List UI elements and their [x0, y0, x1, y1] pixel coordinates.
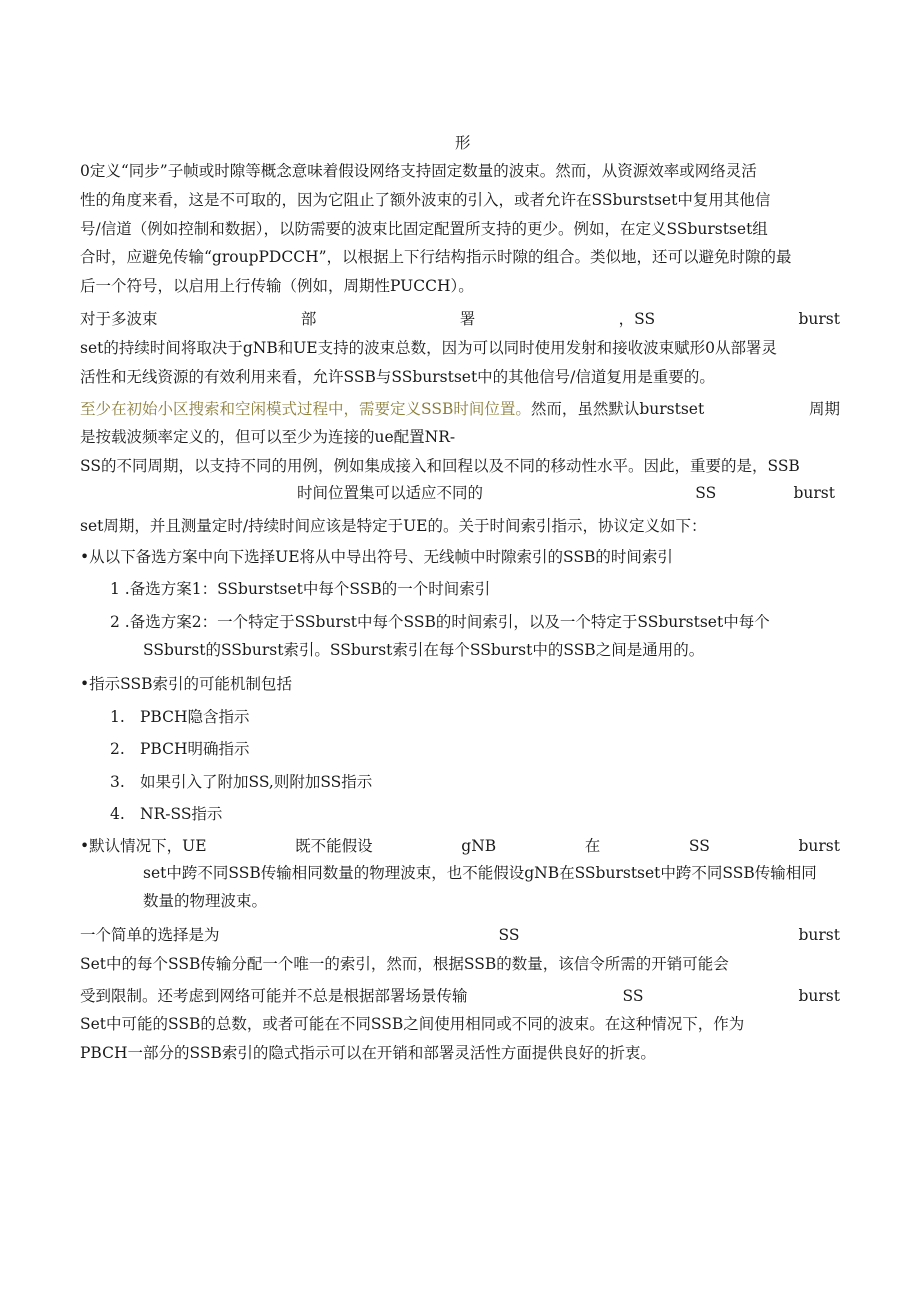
word: 部	[300, 310, 317, 328]
justified-line	[297, 486, 835, 502]
paragraph-line: Set中可能的SSB的总数，或者可能在不同SSB之间使用相同或不同的波束。在这种情况下，作为	[80, 1015, 745, 1033]
list-text: PBCH明确指示	[140, 740, 250, 758]
word: 署	[459, 310, 476, 328]
justified-line	[80, 312, 840, 328]
word: 一个简单的选择是为	[80, 926, 220, 944]
paragraph-line: Set中的每个SSB传输分配一个唯一的索引，然而，根据SSB的数量，该信令所需的开销可能会	[80, 955, 729, 973]
justified-line	[80, 839, 840, 855]
list-item	[110, 775, 840, 791]
list-number: 4.	[110, 805, 125, 823]
list-item	[110, 710, 840, 726]
paragraph-line: 数量的物理波束。	[143, 892, 268, 910]
word: burst	[793, 484, 835, 502]
word: 在	[584, 837, 601, 855]
paragraph-line: 活性和无线资源的有效利用来看，允许SSB与SSburstset中的其他信号/信道复用是重要的。	[80, 368, 715, 386]
list-text: PBCH隐含指示	[140, 708, 250, 726]
paragraph-line: 0定义“同步”子帧或时隙等概念意味着假设网络支持固定数量的波束。然而，从资源效率或网络灵活	[80, 162, 757, 180]
justified-line	[80, 402, 840, 418]
paragraph-line: 性的角度来看，这是不可取的，因为它阻止了额外波束的引入，或者允许在SSburstset中复用其他信	[80, 191, 771, 209]
word: 既不能假设	[295, 837, 373, 855]
word: burst	[798, 310, 840, 328]
paragraph-line: PBCH一部分的SSB索引的隐式指示可以在开销和部署灵活性方面提供良好的折衷。	[80, 1044, 656, 1062]
paragraph-text: 然而，虽然默认burstset	[530, 400, 705, 418]
word: 时间位置集可以适应不同的	[297, 484, 484, 502]
list-item	[110, 807, 840, 823]
list-number: 2.	[110, 740, 125, 758]
paragraph-line: 合时，应避免传输“groupPDCCH”，以根据上下行结构指示时隙的组合。类似地，还可以避免时隙的最	[80, 248, 792, 266]
list-text: 如果引入了附加SS,则附加SS指示	[140, 773, 373, 791]
list-number: 1.	[110, 708, 125, 726]
list-text: NR-SS指示	[140, 805, 223, 823]
word: burst	[798, 987, 840, 1005]
justified-line	[80, 989, 840, 1005]
bullet-item: •从以下备选方案中向下选择UE将从中导出符号、无线帧中时隙索引的SSB的时间索引	[80, 548, 673, 566]
word: 受到限制。还考虑到网络可能并不总是根据部署场景传输	[80, 987, 468, 1005]
word: gNB	[461, 837, 497, 855]
list-item-continuation: SSburst的SSburst索引。SSburst索引在每个SSburst中的SSB之间是通用的。	[143, 641, 705, 659]
word: burst	[798, 837, 840, 855]
list-item	[110, 742, 840, 758]
paragraph-line: 后一个符号，以启用上行传输（例如，周期性PUCCH）。	[80, 277, 474, 295]
word: SS	[688, 837, 710, 855]
paragraph-line: 是按载波频率定义的，但可以至少为连接的ue配置NR-	[80, 428, 456, 446]
paragraph-line: set周期，并且测量定时/持续时间应该是特定于UE的。关于时间索引指示，协议定义如下：	[80, 517, 707, 535]
list-item: 2 .备选方案2：一个特定于SSburst中每个SSB的时间索引，以及一个特定于SSburstset中每个	[110, 613, 770, 631]
bullet-item: •指示SSB索引的可能机制包括	[80, 675, 292, 693]
word: burst	[798, 926, 840, 944]
word: SS	[695, 484, 717, 502]
list-item: 1 .备选方案1：SSburstset中每个SSB的一个时间索引	[110, 580, 491, 598]
list-number: 3.	[110, 773, 125, 791]
paragraph-line: 号/信道（例如控制和数据），以防需要的波束比固定配置所支持的更少。例如，在定义SSburstset组	[80, 220, 768, 238]
heading-fragment: 形	[455, 134, 471, 152]
word: SS	[622, 987, 644, 1005]
paragraph-line: set的持续时间将取决于gNB和UE支持的波束总数，因为可以同时使用发射和接收波束赋形0从部署灵	[80, 339, 777, 357]
word: •默认情况下，UE	[80, 837, 207, 855]
paragraph-line: SS的不同周期，以支持不同的用例，例如集成接入和回程以及不同的移动性水平。因此，重要的是，SSB	[80, 457, 800, 475]
highlighted-text: 至少在初始小区搜索和空闲模式过程中，需要定义SSB时间位置。	[80, 400, 531, 418]
paragraph-line: set中跨不同SSB传输相同数量的物理波束，也不能假设gNB在SSburstset中跨不同SSB传输相同	[143, 864, 817, 882]
word: ，SS	[618, 310, 656, 328]
justified-line	[80, 928, 840, 944]
word: SS	[498, 926, 520, 944]
word: 对于多波束	[80, 310, 158, 328]
word: 周期	[808, 400, 840, 418]
